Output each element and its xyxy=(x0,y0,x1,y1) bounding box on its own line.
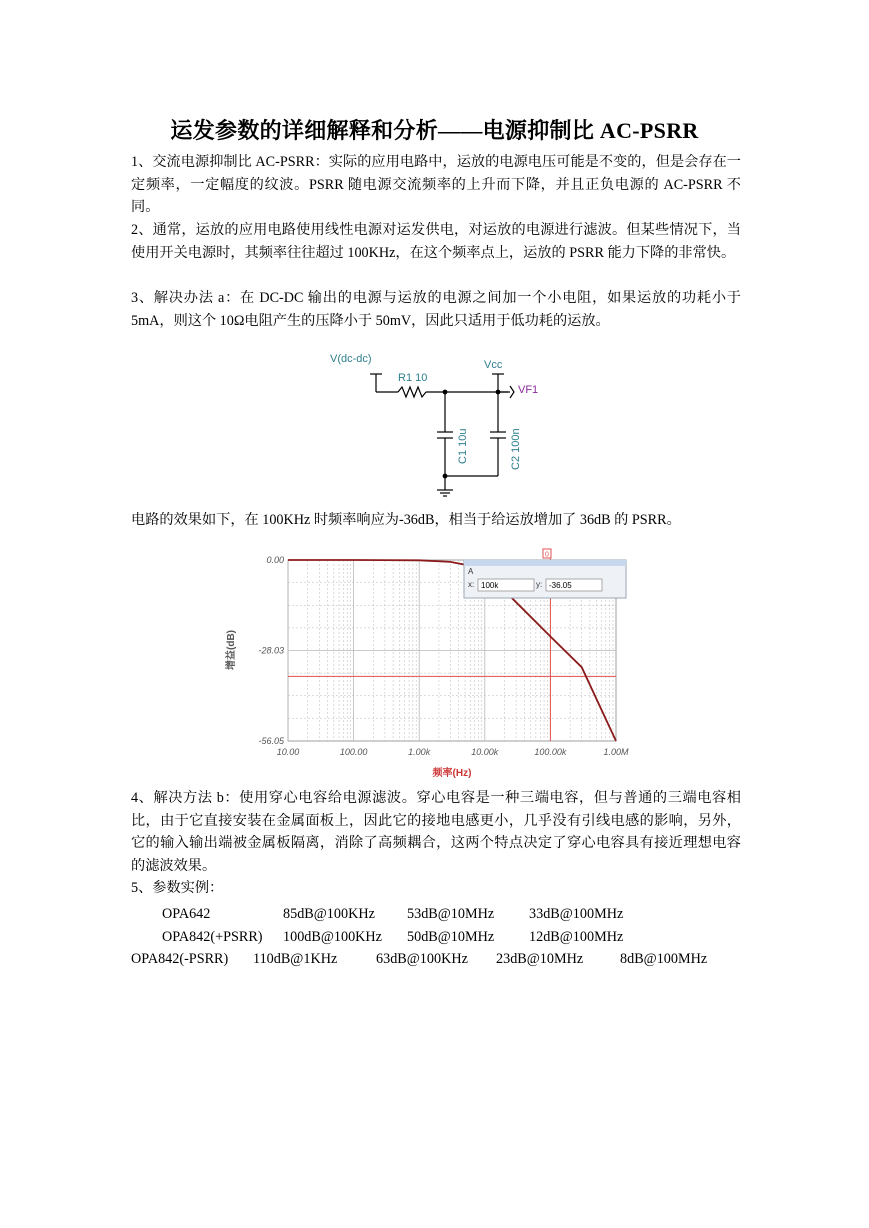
cursor-y-value: -36.05 xyxy=(549,581,572,590)
row-value: 23dB@10MHz xyxy=(496,951,584,967)
row-part: OPA642 xyxy=(162,906,211,922)
c2-label: C2 100n xyxy=(510,428,522,470)
cursor-x-label: x: xyxy=(468,580,475,589)
paragraph-ac-psrr: 1、交流电源抑制比 AC-PSRR：实际的应用电路中，运放的电源电压可能是不变的，但是会存在一定频率，一定幅度的纹波。PSRR 随电源交流频率的上升而下降，并且正负电源的 AC-PSRR 不同。 xyxy=(131,154,741,215)
cursor-x-value: 100k xyxy=(481,581,499,590)
row-value: 100dB@100KHz xyxy=(283,928,382,945)
x-tick-label: 100.00 xyxy=(339,747,368,757)
paragraph-switching-supply: 2、通常，运放的应用电路使用线性电源对运发供电，对运放的电源进行滤波。但某些情况下，当使用开关电源时，其频率往往超过 100KHz，在这个频率点上，运放的 PSRR 能力下降的非常快。 xyxy=(131,222,741,261)
row-value: 53dB@10MHz xyxy=(407,906,495,922)
rc-filter-schematic xyxy=(318,348,558,508)
row-value: 85dB@100KHz xyxy=(283,906,375,922)
row-value: 12dB@100MHz xyxy=(529,928,624,945)
cursor-marker-label: 0 xyxy=(545,551,549,559)
x-tick-label: 10.00 xyxy=(276,747,300,757)
y-axis-label: 增益(dB) xyxy=(226,630,237,670)
paragraph-solution-b: 4、解决方法 b：使用穿心电容给电源滤波。穿心电容是一种三端电容，但与普通的三端电容相比，由于它直接安装在金属面板上，因此它的接地电感更小，几乎没有引线电感的影响，另外，它的输入输出端被金属板隔离，消除了高频耦合，这两个特点决定了穿心电容具有接近理想电容的滤波效果。 xyxy=(131,790,741,874)
schematic-wires xyxy=(370,374,514,496)
y-tick-label: -56.05 xyxy=(258,736,284,746)
resistor-label: R1 10 xyxy=(398,372,428,384)
source-label: V(dc-dc) xyxy=(330,353,372,365)
cursor-marker-flag xyxy=(543,549,551,559)
c1-label: C1 10u xyxy=(457,428,469,464)
row-value: 8dB@100MHz xyxy=(620,951,708,967)
row-part: OPA842(+PSRR) xyxy=(162,928,263,945)
document-title: 运发参数的详细解释和分析——电源抑制比 AC-PSRR xyxy=(170,118,699,143)
row-value: 110dB@1KHz xyxy=(253,951,338,967)
x-axis-label: 频率(Hz) xyxy=(432,768,472,779)
cursor-name: A xyxy=(468,567,474,576)
junction-dots xyxy=(443,390,501,479)
row-value: 33dB@100MHz xyxy=(529,906,624,922)
x-tick-label: 1.00k xyxy=(408,747,431,757)
paragraph-examples-heading: 5、参数实例： xyxy=(131,880,224,896)
vcc-label: Vcc xyxy=(484,359,503,371)
cursor-y-label: y: xyxy=(536,580,543,589)
x-tick-label: 1.00M xyxy=(603,747,629,757)
paragraph-solution-a: 3、解决办法 a：在 DC-DC 输出的电源与运放的电源之间加一个小电阻，如果运放的功耗小于 5mA，则这个 10Ω电阻产生的压降小于 50mV，因此只适用于低功耗的运放。 xyxy=(131,290,741,329)
y-tick-label: -28.03 xyxy=(258,645,284,656)
row-value: 63dB@100KHz xyxy=(376,951,468,967)
probe-label: VF1 xyxy=(518,384,539,396)
frequency-response-chart xyxy=(214,546,644,782)
row-value: 50dB@10MHz xyxy=(407,928,495,945)
y-tick-label: 0.00 xyxy=(266,555,284,565)
cursor-readout-box xyxy=(464,560,626,598)
paragraph-effect: 电路的效果如下，在 100KHz 时频率响应为-36dB，相当于给运放增加了 36dB 的 PSRR。 xyxy=(131,512,681,528)
row-part: OPA842(-PSRR) xyxy=(131,951,229,967)
x-tick-label: 10.00k xyxy=(471,747,499,757)
x-tick-label: 100.00k xyxy=(534,747,567,757)
